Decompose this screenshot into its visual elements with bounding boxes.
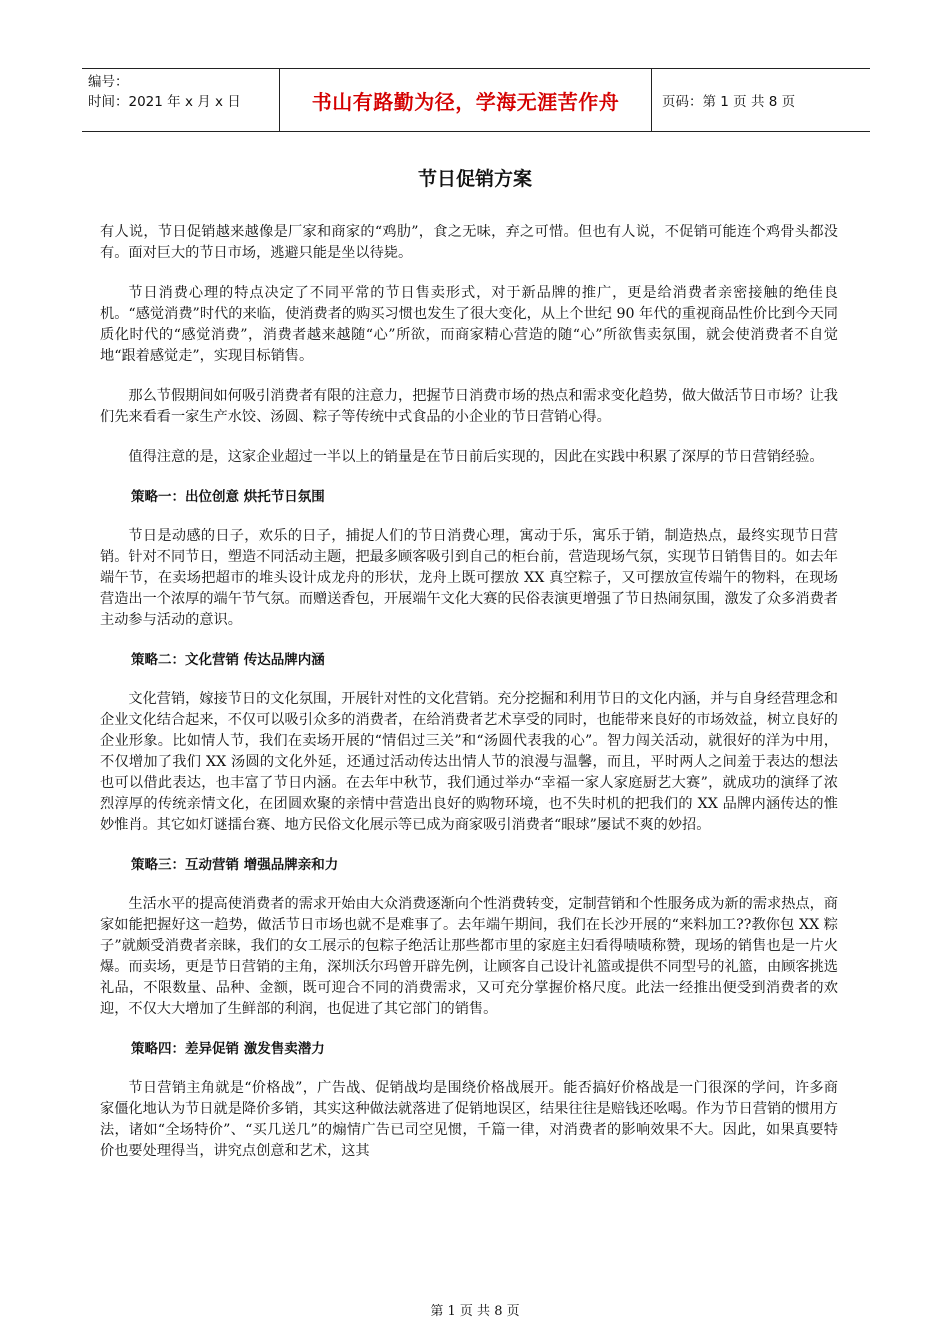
header-page-info: 页码：第 1 页 共 8 页: [662, 94, 796, 110]
body-paragraph: 值得注意的是，这家企业超过一半以上的销量是在节日前后实现的，因此在实践中积累了深厚的节日营销经验。: [128, 449, 824, 465]
section-heading: 策略四：差异促销 激发售卖潜力: [131, 1041, 325, 1057]
header-number-label: 编号：: [88, 74, 129, 90]
body-paragraph: 节日消费心理的特点决定了不同平常的节日售卖形式，对于新品牌的推广，更是给消费者亲密接触的绝佳良机。“感觉消费”时代的来临，使消费者的购买习惯也发生了很大变化，从上个世纪 90 年代的重视商品性价比到今天同质化时代的“感觉消费”，消费者越来越随“心”所欲，而商家精心营造的随“心”所欲售卖氛围，就会使消费者不自觉地“跟着感觉走”，实现目标销售。: [100, 285, 838, 364]
body-paragraph: 文化营销，嫁接节日的文化氛围，开展针对性的文化营销。充分挖掘和利用节日的文化内涵，并与自身经营理念和企业文化结合起来，不仅可以吸引众多的消费者，在给消费者艺术享受的同时，也能带来良好的市场效益，树立良好的企业形象。比如情人节，我们在卖场开展的“情侣过三关”和“汤圆代表我的心”。智力闯关活动，就很好的洋为中用，不仅增加了我们 XX 汤圆的文化外延，还通过活动传达出情人节的浪漫与温馨，而且，平时两人之间羞于表达的想法也可以借此表达，也丰富了节日内涵。在去年中秋节，我们通过举办“幸福一家人家庭厨艺大赛”，就成功的演绎了浓烈淳厚的传统亲情文化，在团圆欢聚的亲情中营造出良好的购物环境，也不失时机的把我们的 XX 品牌内涵传达的惟妙惟肖。其它如灯谜擂台赛、地方民俗文化展示等已成为商家吸引消费者“眼球”屡试不爽的妙招。: [100, 691, 838, 833]
page-header: [82, 68, 870, 132]
body-paragraph: 有人说，节日促销越来越像是厂家和商家的“鸡肋”，食之无味，弃之可惜。但也有人说，不促销可能连个鸡骨头都没有。面对巨大的节日市场，逃避只能是坐以待毙。: [100, 224, 838, 261]
document-title: 节日促销方案: [417, 168, 532, 190]
body-paragraph: 那么节假期间如何吸引消费者有限的注意力，把握节日消费市场的热点和需求变化趋势，做大做活节日市场？让我们先来看看一家生产水饺、汤圆、粽子等传统中式食品的小企业的节日营销心得。: [100, 388, 838, 425]
document-body: [100, 222, 838, 1181]
header-date-label: 时间：2021 年 x 月 x 日: [88, 94, 241, 110]
header-motto: 书山有路勤为径，学海无涯苦作舟: [280, 69, 652, 131]
header-meta: [82, 69, 280, 131]
page-footer: 第 1 页 共 8 页: [430, 1304, 520, 1319]
section-heading: 策略一：出位创意 烘托节日氛围: [131, 489, 325, 505]
section-heading: 策略三：互动营销 增强品牌亲和力: [131, 857, 339, 873]
body-paragraph: 节日营销主角就是“价格战”，广告战、促销战均是围绕价格战展开。能否搞好价格战是一门很深的学问，许多商家僵化地认为节日就是降价多销，其实这种做法就落进了促销地误区，结果往往是赔钱还吆喝。作为节日营销的惯用方法，诸如“全场特价”、“买几送几”的煽情广告已司空见惯，千篇一律，对消费者的影响效果不大。因此，如果真要特价也要处理得当，讲究点创意和艺术，这其: [100, 1080, 838, 1159]
body-paragraph: 节日是动感的日子，欢乐的日子，捕捉人们的节日消费心理，寓动于乐，寓乐于销，制造热点，最终实现节日营销。针对不同节日，塑造不同活动主题，把最多顾客吸引到自己的柜台前，营造现场气氛，实现节日销售目的。如去年端午节，在卖场把超市的堆头设计成龙舟的形状，龙舟上既可摆放 XX 真空粽子，又可摆放宣传端午的物料，在现场营造出一个浓厚的端午节气氛。而赠送香包，开展端午文化大赛的民俗表演更增强了节日热闹氛围，激发了众多消费者主动参与活动的意识。: [100, 528, 838, 628]
section-heading: 策略二：文化营销 传达品牌内涵: [131, 652, 325, 668]
body-paragraph: 生活水平的提高使消费者的需求开始由大众消费逐渐向个性消费转变，定制营销和个性服务成为新的需求热点，商家如能把握好这一趋势，做活节日市场也就不是难事了。去年端午期间，我们在长沙开展的“来料加工??教你包 XX 粽子”就颇受消费者亲睐，我们的女工展示的包粽子绝活让那些都市里的家庭主妇看得啧啧称赞，现场的销售也是一片火爆。而卖场，更是节日营销的主角，深圳沃尔玛曾开辟先例，让顾客自己设计礼篮或提供不同型号的礼篮，由顾客挑选礼品，不限数量、品种、金额，既可迎合不同的消费需求，又可充分掌握价格尺度。此法一经推出便受到消费者的欢迎，不仅大大增加了生鲜部的利润，也促进了其它部门的销售。: [100, 896, 838, 1017]
